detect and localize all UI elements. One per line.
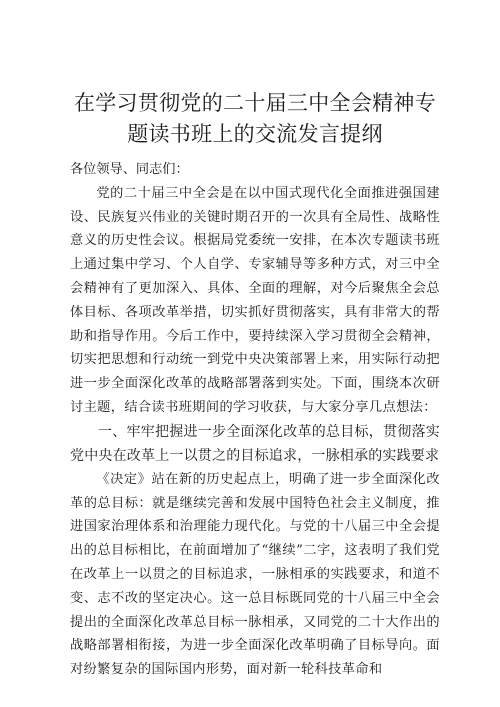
intro-paragraph: 党的二十届三中全会是在以中国式现代化全面推进强国建设、民族复兴伟业的关键时期召开的一次具有全局性、战略性意义的历史性会议。根据局党委统一安排，在本次专题读书班上通过集中学习、个人自学、专家辅导等多种方式，对三中全会精神有了更加深入、具体、全面的理解，对今后聚焦全会总体目标、各项改革举措，切实抓好贯彻落实，具有非常大的帮助和指导作用。今后工作中，要持续深入学习贯彻全会精神，切实把思想和行动统一到党中央决策部署上来，用实际行动把进一步全面深化改革的战略部署落到实处。下面，围绕本次研讨主题，结合读书班期间的学习收获，与大家分享几点想法： <box>70 185 440 415</box>
salutation: 各位领导、同志们： <box>70 162 189 177</box>
section-paragraph: 《决定》站在新的历史起点上，明确了进一步全面深化改革的总目标：就是继续完善和发展中国特色社会主义制度，推进国家治理体系和治理能力现代化。与党的十八届三中全会提出的总目标相比，在前面增加了“继续”二字，这表明了我们党在改革上一以贯之的目标追求，一脉相承的实践要求，和道不变、志不改的坚定决心。这一总目标既同党的十八届三中全会提出的全面深化改革总目标一脉相承，又同党的二十大作出的战略部署相衔接，为进一步全面深化改革明确了目标导向。面对纷繁复杂的国际国内形势，面对新一轮科技革命和 <box>70 471 440 678</box>
section-heading: 一、牢牢把握进一步全面深化改革的总目标，贯彻落实党中央在改革上一以贯之的目标追求，一脉相承的实践要求 <box>70 423 440 464</box>
document-title: 在学习贯彻党的二十届三中全会精神专题读书班上的交流发言提纲 <box>73 91 437 146</box>
